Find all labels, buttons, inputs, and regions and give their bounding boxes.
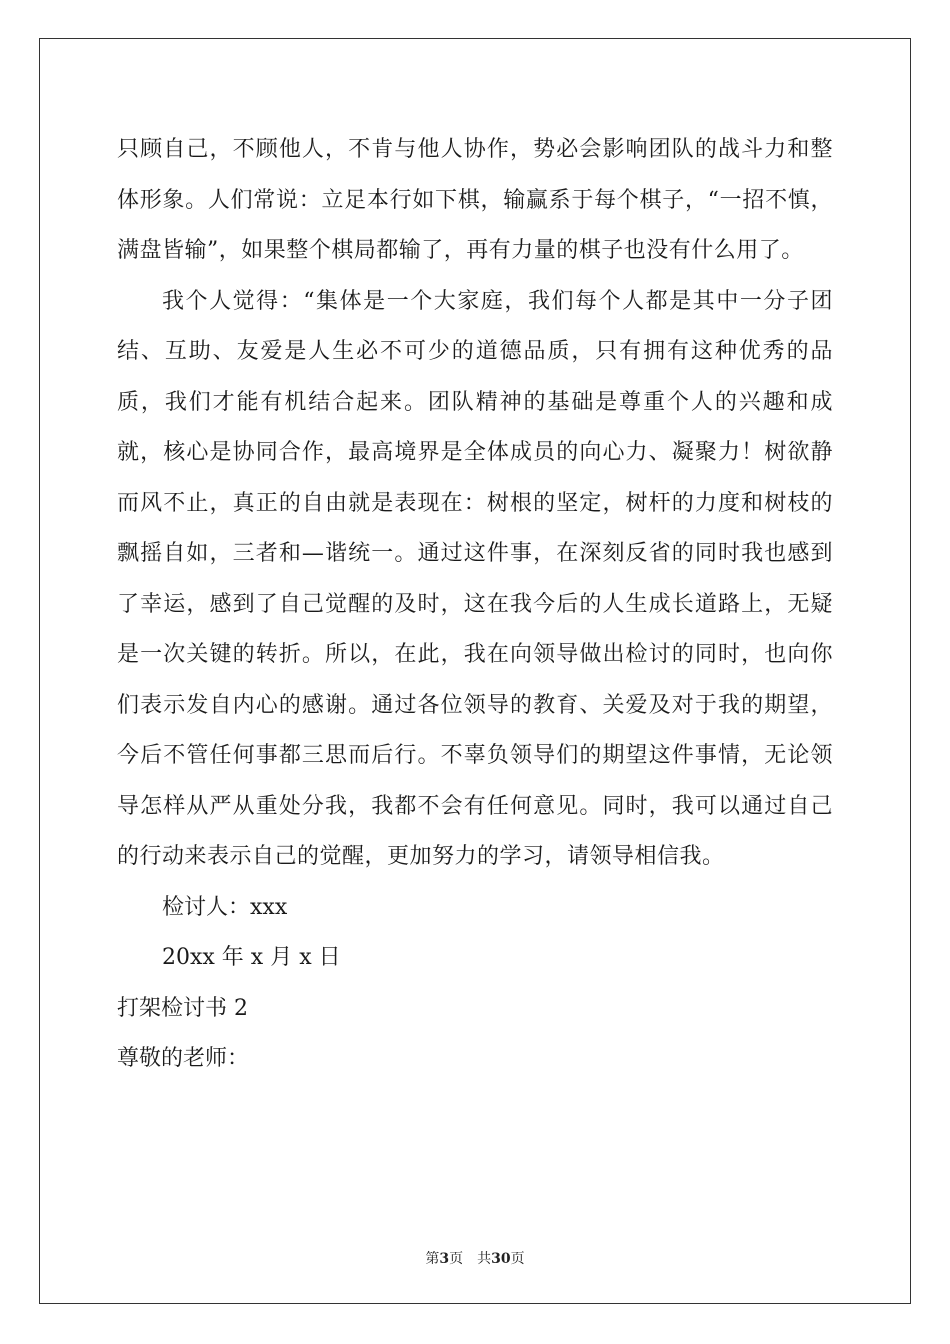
page-prefix: 第 (425, 1251, 440, 1267)
document-body (117, 125, 833, 1085)
section-title: 打架检讨书 2 (117, 995, 248, 1021)
date-line: 20xx 年 x 月 x 日 (162, 945, 341, 970)
page-footer (0, 1248, 950, 1268)
salutation: 尊敬的老师： (117, 1046, 250, 1071)
page-mid: 页 共 (449, 1251, 492, 1267)
page-total: 30 (491, 1251, 511, 1267)
page-current: 3 (439, 1251, 450, 1267)
paragraph-2: 我个人觉得：“集体是一个大家庭，我们每个人都是其中一分子团结、互助、友爱是人生必不可少的道德品质，只有拥有这种优秀的品质，我们才能有机结合起来。团队精神的基础是尊重个人的兴趣和成就，核心是协同合作，最高境界是全体成员的向心力、凝聚力！树欲静而风不止，真正的自由就是表现在：树根的坚定，树杆的力度和树枝的飘摇自如，三者和—谐统一。通过这件事，在深刻反省的同时我也感到了幸运，感到了自己觉醒的及时，这在我今后的人生成长道路上，无疑是一次关键的转折。所以，在此，我在向领导做出检讨的同时，也向你们表示发自内心的感谢。通过各位领导的教育、关爱及对于我的期望，今后不管任何事都三思而后行。不辜负领导们的期望这件事情，无论领导怎样从严从重处分我，我都不会有任何意见。同时，我可以通过自己的行动来表示自己的觉醒，更加努力的学习，请领导相信我。 (117, 288, 833, 869)
page-suffix: 页 (510, 1251, 525, 1267)
paragraph-1: 只顾自己，不顾他人，不肯与他人协作，势必会影响团队的战斗力和整体形象。人们常说：立足本行如下棋，输赢系于每个棋子，“一招不慎，满盘皆输”，如果整个棋局都输了，再有力量的棋子也没有什么用了。 (117, 137, 833, 263)
signature: 检讨人：xxx (162, 894, 288, 920)
